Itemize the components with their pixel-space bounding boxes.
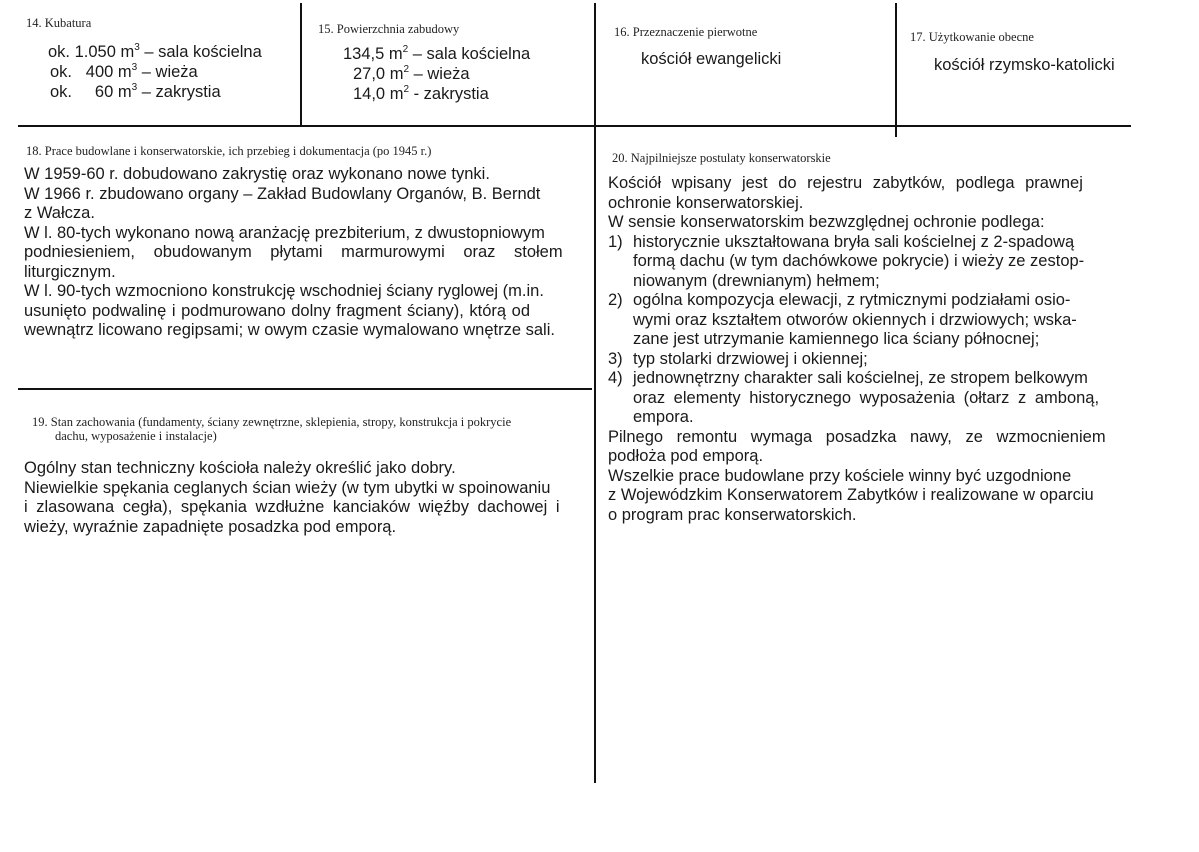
box20-text: [608, 174, 1123, 525]
area-value: 27,0 m: [353, 65, 404, 83]
box15-rows: [343, 44, 530, 104]
text-line: W sensie konserwatorskim bezwzględnej ochronie podlega:: [608, 213, 1045, 231]
list-text: typ stolarki drzwiowej i okiennej;: [633, 349, 868, 368]
box15-row: [343, 64, 530, 84]
text-line: podniesieniem, obudowanym płytami marmurowymi oraz stołem: [24, 243, 563, 261]
list-number: 4): [608, 369, 623, 387]
text-line: Kościół wpisany jest do rejestru zabytków, podlega prawnej: [608, 174, 1083, 192]
area-value: 134,5 m: [343, 45, 403, 63]
box14-row: [48, 42, 262, 62]
list-item: [608, 291, 1123, 311]
top-row-divider: [18, 125, 1131, 127]
list-text: jednownętrzny charakter sali kościelnej, ze stropem belkowym: [633, 369, 1088, 387]
divider-14-15: [300, 3, 302, 125]
box18-label: 18. Prace budowlane i konserwatorskie, ich przebieg i dokumentacja (po 1945 r.): [26, 144, 432, 158]
list-number: 2): [608, 291, 623, 309]
text-line: W 1959-60 r. dobudowano zakrystię oraz wykonano nowe tynki.: [24, 165, 490, 183]
volume-part: – zakrystia: [137, 83, 221, 101]
text-line: usunięto podwalinę i podmurowano dolny fragment ściany), którą od: [24, 301, 531, 320]
box17-label: 17. Użytkowanie obecne: [910, 30, 1034, 44]
box19-label: [32, 415, 511, 443]
list-item-continuation: wymi oraz kształtem otworów okiennych i drzwiowych; wska-: [633, 310, 1077, 329]
unit-exponent: 3: [131, 62, 138, 73]
area-part: - zakrystia: [409, 85, 489, 103]
text-line: Niewielkie spękania ceglanych ścian wieży (w tym ubytki w spoinowaniu: [24, 478, 551, 497]
box20-label: 20. Najpilniejsze postulaty konserwatorskie: [612, 151, 831, 165]
text-line: wewnątrz licowano regipsami; w owym czasie wymalowano wnętrze sali.: [24, 321, 555, 339]
box15-row: [343, 44, 530, 64]
list-item-continuation: formą dachu (w tym dachówkowe pokrycie) i wieży ze zestop-: [633, 252, 1085, 270]
text-line: wieży, wyraźnie zapadnięte posadzka pod emporą.: [24, 517, 397, 536]
box14-row: [48, 62, 262, 82]
box18-bottom-divider: [18, 388, 592, 390]
box14-row: [48, 82, 262, 102]
text-line: Wszelkie prace budowlane przy kościele winny być uzgodnione: [608, 466, 1072, 485]
box19-label-line: dachu, wyposażenie i instalacje): [55, 429, 217, 443]
text-line: Ogólny stan techniczny kościoła należy określić jako dobry.: [24, 459, 456, 477]
list-item: [608, 233, 1123, 253]
box14-label: 14. Kubatura: [26, 16, 92, 30]
text-line: z Wałcza.: [24, 204, 95, 222]
list-text: historycznie ukształtowana bryła sali kościelnej z 2-spadową: [633, 232, 1075, 251]
list-number: 3): [608, 349, 623, 368]
list-item: [608, 369, 1123, 389]
unit-exponent: 2: [403, 64, 410, 75]
unit-exponent: 3: [131, 82, 138, 93]
box18-text: [24, 165, 586, 341]
unit-exponent: 3: [134, 42, 140, 53]
divider-16-17: [895, 3, 897, 137]
volume-part: – wieża: [137, 63, 198, 81]
box17-value: kościół rzymsko-katolicki: [934, 56, 1115, 74]
box16-label: 16. Przeznaczenie pierwotne: [614, 25, 758, 39]
volume-value: ok. 1.050 m: [48, 43, 135, 61]
list-item: [608, 350, 1123, 370]
list-item-continuation: oraz elementy historycznego wyposażenia (ołtarz z amboną,: [633, 388, 1100, 407]
box19-label-line: 19. Stan zachowania (fundamenty, ściany zewnętrzne, sklepienia, stropy, konstrukcja i pokrycie: [32, 415, 512, 429]
volume-part: – sala kościelna: [139, 43, 262, 61]
list-item-continuation: zane jest utrzymanie kamiennego lica ściany północnej;: [633, 330, 1040, 348]
box16-value: kościół ewangelicki: [641, 50, 782, 68]
area-part: – sala kościelna: [408, 45, 531, 63]
box14-rows: [48, 42, 262, 102]
text-line: liturgicznym.: [24, 262, 116, 281]
area-part: – wieża: [409, 65, 470, 83]
text-line: Pilnego remontu wymaga posadzka nawy, ze wzmocnieniem: [608, 427, 1106, 446]
text-line: W 1966 r. zbudowano organy – Zakład Budowlany Organów, B. Berndt: [24, 184, 541, 203]
divider-15-16: [594, 3, 596, 783]
text-line: i zlasowana cegła), spękania wzdłużne kanciaków więźby dachowej i: [24, 498, 560, 516]
list-item-continuation: niowanym (drewnianym) hełmem;: [633, 271, 880, 290]
text-line: W l. 80-tych wykonano nową aranżację prezbiterium, z dwustopniowym: [24, 223, 545, 242]
area-value: 14,0 m: [353, 85, 404, 103]
volume-value: ok. 60 m: [50, 83, 132, 101]
text-line: z Wojewódzkim Konserwatorem Zabytków i realizowane w oparciu: [608, 486, 1094, 504]
box15-label: 15. Powierzchnia zabudowy: [318, 22, 460, 36]
unit-exponent: 2: [402, 44, 409, 55]
list-number: 1): [608, 232, 623, 251]
list-text: ogólna kompozycja elewacji, z rytmicznymi podziałami osio-: [633, 291, 1071, 309]
box19-text: [24, 459, 586, 537]
text-line: ochronie konserwatorskiej.: [608, 193, 804, 212]
text-line: o program prac konserwatorskich.: [608, 505, 857, 524]
text-line: podłoża pod emporą.: [608, 447, 764, 465]
unit-exponent: 2: [403, 84, 410, 95]
volume-value: ok. 400 m: [50, 63, 132, 81]
text-line: W l. 90-tych wzmocniono konstrukcję wschodniej ściany ryglowej (m.in.: [24, 282, 544, 300]
list-item-continuation: empora.: [633, 408, 694, 426]
box15-row: [343, 84, 530, 104]
